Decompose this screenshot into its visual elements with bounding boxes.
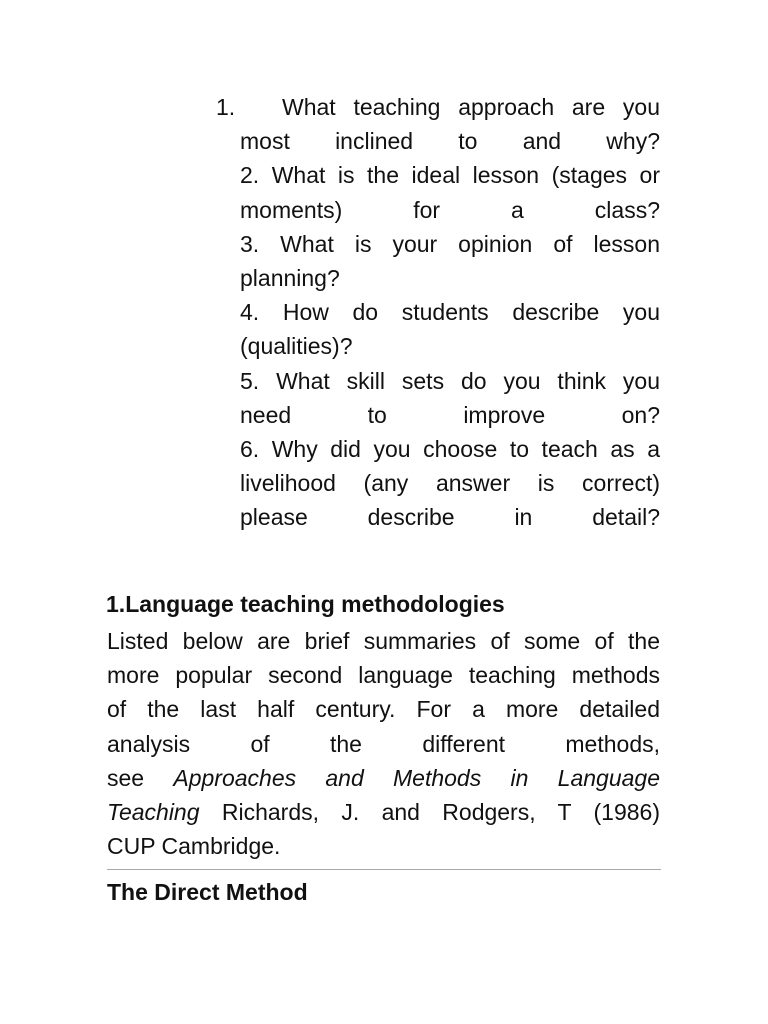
intro-line: analysis of the different methods,	[107, 730, 660, 757]
question-line-8: (qualities)?	[240, 333, 353, 360]
subsection-heading: The Direct Method	[107, 879, 308, 905]
question-text: What teaching approach are you	[282, 94, 660, 120]
question-line-6: planning?	[240, 265, 340, 292]
question-list	[216, 90, 660, 535]
intro-line: Listed below are brief summaries of some of the	[107, 628, 660, 654]
question-line-4: moments) for a class?	[240, 196, 660, 223]
question-line-7: 4. How do students describe you	[240, 299, 660, 326]
question-line-2: most inclined to and why?	[240, 128, 660, 155]
question-line-10: need to improve on?	[240, 401, 660, 428]
intro-line: of the last half century. For a more detailed	[107, 696, 660, 723]
question-number: 1.	[216, 94, 236, 120]
question-line-12: livelihood (any answer is correct)	[240, 470, 660, 497]
question-line-5: 3. What is your opinion of lesson	[240, 230, 660, 257]
section-title: Language teaching methodologies	[125, 591, 505, 617]
question-line-9: 5. What skill sets do you think you	[240, 367, 660, 394]
intro-line: CUP Cambridge.	[107, 833, 281, 860]
question-line-3: 2. What is the ideal lesson (stages or	[240, 162, 660, 189]
intro-line: more popular second language teaching methods	[107, 662, 660, 689]
question-line-1	[216, 90, 660, 124]
book-title: Approaches and Methods in Language	[173, 764, 660, 791]
horizontal-divider	[107, 869, 661, 870]
intro-line	[107, 761, 660, 795]
book-title: Teaching	[107, 799, 200, 826]
intro-see-prefix: see	[107, 764, 174, 791]
question-line-11: 6. Why did you choose to teach as a	[240, 436, 660, 463]
section-number: 1.	[106, 591, 126, 617]
question-line-13: please describe in detail?	[240, 504, 660, 531]
section-heading	[106, 588, 666, 620]
intro-paragraph	[107, 624, 660, 863]
citation-authors: Richards, J. and Rodgers, T (1986)	[199, 799, 660, 826]
intro-line	[107, 795, 660, 829]
